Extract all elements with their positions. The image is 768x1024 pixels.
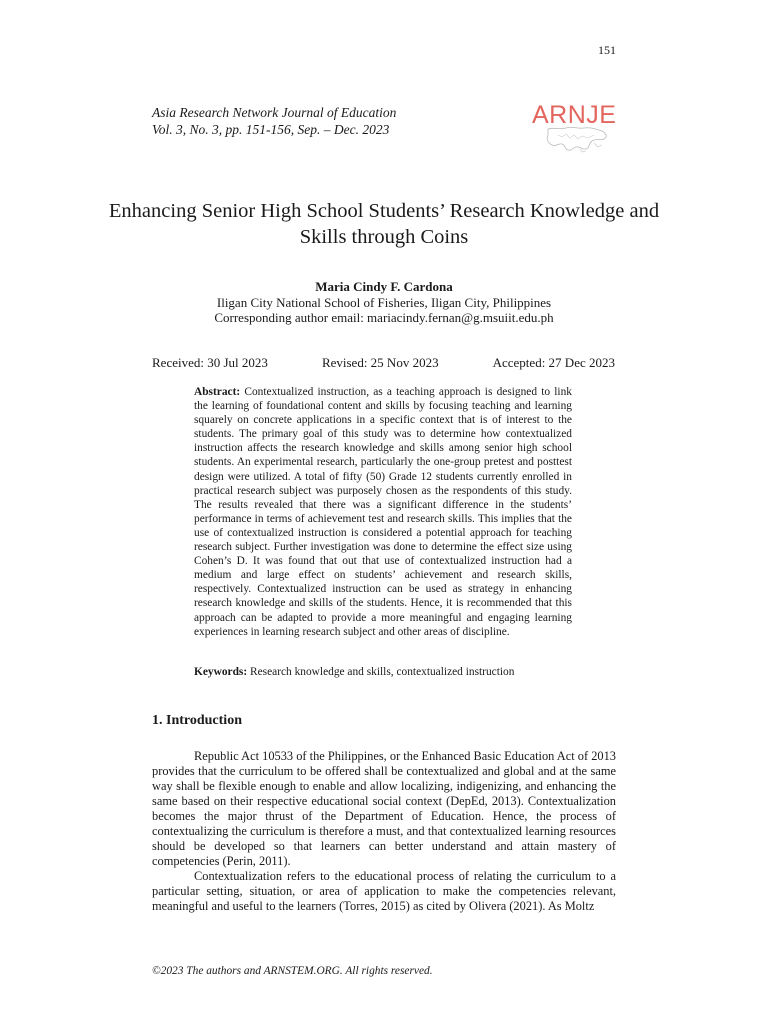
revised-date: Revised: 25 Nov 2023	[321, 355, 439, 370]
keywords-text: Research knowledge and skills, contextualized instruction	[250, 666, 515, 678]
received-date: Received: 30 Jul 2023	[152, 355, 268, 370]
journal-volume: Vol. 3, No. 3, pp. 151-156, Sep. – Dec. 2023	[152, 122, 390, 137]
page-number: 151	[598, 43, 616, 57]
paragraph: Republic Act 10533 of the Philippines, or the Enhanced Basic Education Act of 2013 provides that the curriculum to be offered shall be contextualized and global and at the same way shall be flexible enough to enable and allow localizing, indigenizing, and enhancing the same based on their respective educational social context (DepEd, 2013). Contextualization becomes the major thrust of the Department of Education. Hence, the process of contextualizing the curriculum is therefore a must, and that contextualized learning resources should be developed so that learners can better understand and attain mastery of competencies (Perin, 2011).	[152, 749, 616, 868]
journal-name: Asia Research Network Journal of Education	[152, 105, 397, 120]
paragraph: Contextualization refers to the educational process of relating the curriculum to a particular setting, situation, or area of application to make the competencies relevant, meaningful and useful to the learners (Torres, 2015) as cited by Olivera (2021). As Moltz	[152, 869, 616, 913]
section-heading: 1. Introduction	[152, 713, 242, 728]
section-body	[152, 749, 616, 914]
paper-title: Enhancing Senior High School Students’ Research Knowledge and Skills through Coins	[108, 200, 660, 248]
author-affiliation: Iligan City National School of Fisheries, Iligan City, Philippines	[216, 295, 552, 310]
submission-dates	[152, 355, 615, 371]
journal-header	[152, 104, 396, 138]
copyright-footer: ©2023 The authors and ARNSTEM.ORG. All rights reserved.	[152, 965, 433, 977]
asia-map-icon	[544, 125, 614, 153]
logo-text: ARNJE	[532, 101, 617, 129]
accepted-date: Accepted: 27 Dec 2023	[492, 355, 615, 370]
author-name: Maria Cindy F. Cardona	[315, 279, 453, 294]
keywords-label: Keywords:	[194, 666, 250, 678]
abstract-text: Contextualized instruction, as a teaching approach is designed to link the learning of foundational content and skills by focusing teaching and learning squarely on concrete applications in a specific context that is of interest to the students. The primary goal of this study was to determine how contextualized instruction affects the research knowledge and skills among senior high school students. An experimental research, particularly the one-group pretest and posttest design were utilized. A total of fifty (50) Grade 12 students currently enrolled in practical research subject was purposely chosen as the respondents of this study. The results revealed that there was a significant difference in the students’ performance in terms of achievement test and research skills. This implies that the use of contextualized instruction is considered a potential approach for teaching research subject. Further investigation was done to determine the effect size using Cohen’s D. It was found that out that use of contextualized instruction had a medium and large effect on students’ achievement and research skills, respectively. Contextualized instruction can be used as strategy in enhancing research knowledge and skills of the students. Hence, it is recommended that this approach can be adapted to provide a more meaningful and engaging learning experiences in learning research subject and other areas of discipline.	[194, 386, 572, 638]
abstract	[194, 385, 572, 639]
keywords	[194, 666, 572, 678]
journal-logo	[528, 101, 620, 153]
author-email: Corresponding author email: mariacindy.fernan@g.msuiit.edu.ph	[214, 310, 554, 325]
abstract-label: Abstract:	[194, 386, 245, 398]
